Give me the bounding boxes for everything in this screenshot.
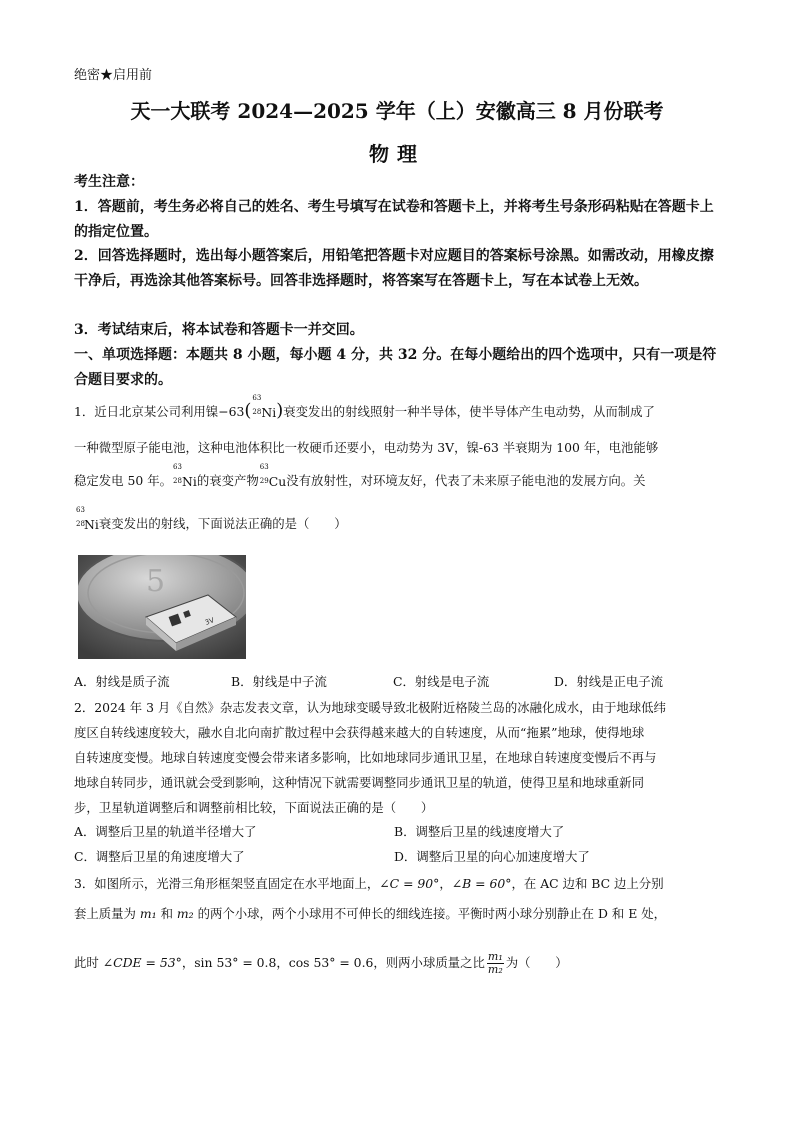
ni63-nuclide: 63 28 Ni bbox=[76, 506, 99, 532]
q2-options-row-1 bbox=[74, 822, 734, 842]
q1-line-1: 1．近日北京某公司利用镍−63( 63 28 Ni)衰变发出的射线照射一种半导体，使半导体产生电动势，从而制成了 bbox=[74, 398, 722, 425]
q1-line-2: 一种微型原子能电池，这种电池体积比一枚硬币还要小，电动势为 3V，镍-63 半衰期为 100 年，电池能够 bbox=[74, 440, 659, 455]
photo-illustration bbox=[78, 555, 246, 659]
coin-and-battery-photo bbox=[78, 555, 246, 659]
q2-line-3: 自转速度变慢。地球自转速度变慢会带来诸多影响，比如地球同步通讯卫星，在地球自转速度变慢后不再与 bbox=[74, 750, 657, 765]
q1-line-4: 63 28 Ni衰变发出的射线，下面说法正确的是（ ） bbox=[74, 511, 722, 537]
mass-ratio-fraction: $\frac{\text{m₁}}{\text{m₂}}$ bbox=[487, 950, 503, 976]
q1-option-d[interactable]: D．射线是正电子流 bbox=[554, 674, 664, 689]
q2-line-5: 步，卫星轨道调整后和调整前相比较，下面说法正确的是（ ） bbox=[74, 800, 434, 815]
notice-item-3: 3．考试结束后，将本试卷和答题卡一并交回。 bbox=[74, 322, 364, 338]
svg-text:5: 5 bbox=[146, 564, 166, 599]
q3-line-3: 此时 ∠CDE = 53°，sin 53° = 0.8，cos 53° = 0.6，则两小球质量之比 $\frac{\text{m₁}}{\text{m₂}}$ 为（ ） bbox=[74, 950, 568, 976]
q2-option-d[interactable]: D．调整后卫星的向心加速度增大了 bbox=[394, 849, 590, 864]
q2-options-row-2 bbox=[74, 847, 734, 867]
notice-item-2: 2．回答选择题时，选出每小题答案后，用铅笔把答题卡对应题目的答案标号涂黑。如需改动，用橡皮擦干净后，再选涂其他答案标号。回答非选择题时，将答案写在答题卡上，写在本试卷上无效。 bbox=[74, 248, 714, 289]
q3-line-2: 套上质量为 m₁ 和 m₂ 的两个小球，两个小球用不可伸长的细线连接。平衡时两小球分别静止在 D 和 E 处， bbox=[74, 906, 666, 921]
q2-line-1: 2．2024 年 3 月《自然》杂志发表文章，认为地球变暖导致北极附近格陵兰岛的冰融化成水，由于地球低纬 bbox=[74, 700, 666, 715]
q2-option-b[interactable]: B．调整后卫星的线速度增大了 bbox=[394, 824, 565, 839]
ni63-nuclide: 63 28 Ni bbox=[252, 394, 277, 420]
q2-line-4: 地球自转同步，通讯就会受到影响，这种情况下就需要调整同步通讯卫星的轨道，使得卫星和地球重新同 bbox=[74, 775, 644, 790]
section-1-heading: 一、单项选择题：本题共 8 小题，每小题 4 分，共 32 分。在每小题给出的四个选项中，只有一项是符合题目要求的。 bbox=[74, 347, 717, 388]
notice-heading: 考生注意： bbox=[74, 174, 144, 190]
subject-title: 物理 bbox=[369, 142, 425, 166]
q1-line-3: 稳定发电 50 年。 63 28 Ni的衰变产物 63 29 Cu没有放射性，对环境友好，代表了未来原子能电池的发展方向。关 bbox=[74, 468, 722, 494]
notice-item-1: 1．答题前，考生务必将自己的姓名、考生号填写在试卷和答题卡上，并将考生号条形码粘贴在答题卡上的指定位置。 bbox=[74, 199, 714, 240]
q1-option-b[interactable]: B．射线是中子流 bbox=[231, 674, 327, 689]
q2-option-a[interactable]: A．调整后卫星的轨道半径增大了 bbox=[74, 824, 257, 839]
q2-option-c[interactable]: C．调整后卫星的角速度增大了 bbox=[74, 849, 245, 864]
q1-options bbox=[74, 672, 734, 692]
cu63-nuclide: 63 29 Cu bbox=[259, 463, 287, 489]
ni63-nuclide: 63 28 Ni bbox=[173, 463, 197, 489]
confidential-mark: 绝密★启用前 bbox=[74, 68, 153, 83]
q2-line-2: 度区自转线速度较大，融水自北向南扩散过程中会获得越来越大的自转速度，从而“拖累”地球，使得地球 bbox=[74, 725, 645, 740]
svg-text:3V: 3V bbox=[203, 616, 216, 627]
exam-title: 天一大联考 2024—2025 学年（上）安徽高三 8 月份联考 bbox=[130, 99, 664, 123]
q1-option-c[interactable]: C．射线是电子流 bbox=[393, 674, 490, 689]
q3-line-1: 3．如图所示，光滑三角形框架竖直固定在水平地面上，∠C = 90°，∠B = 60°，在 AC 边和 BC 边上分别 bbox=[74, 876, 664, 891]
q1-option-a[interactable]: A．射线是质子流 bbox=[74, 674, 170, 689]
